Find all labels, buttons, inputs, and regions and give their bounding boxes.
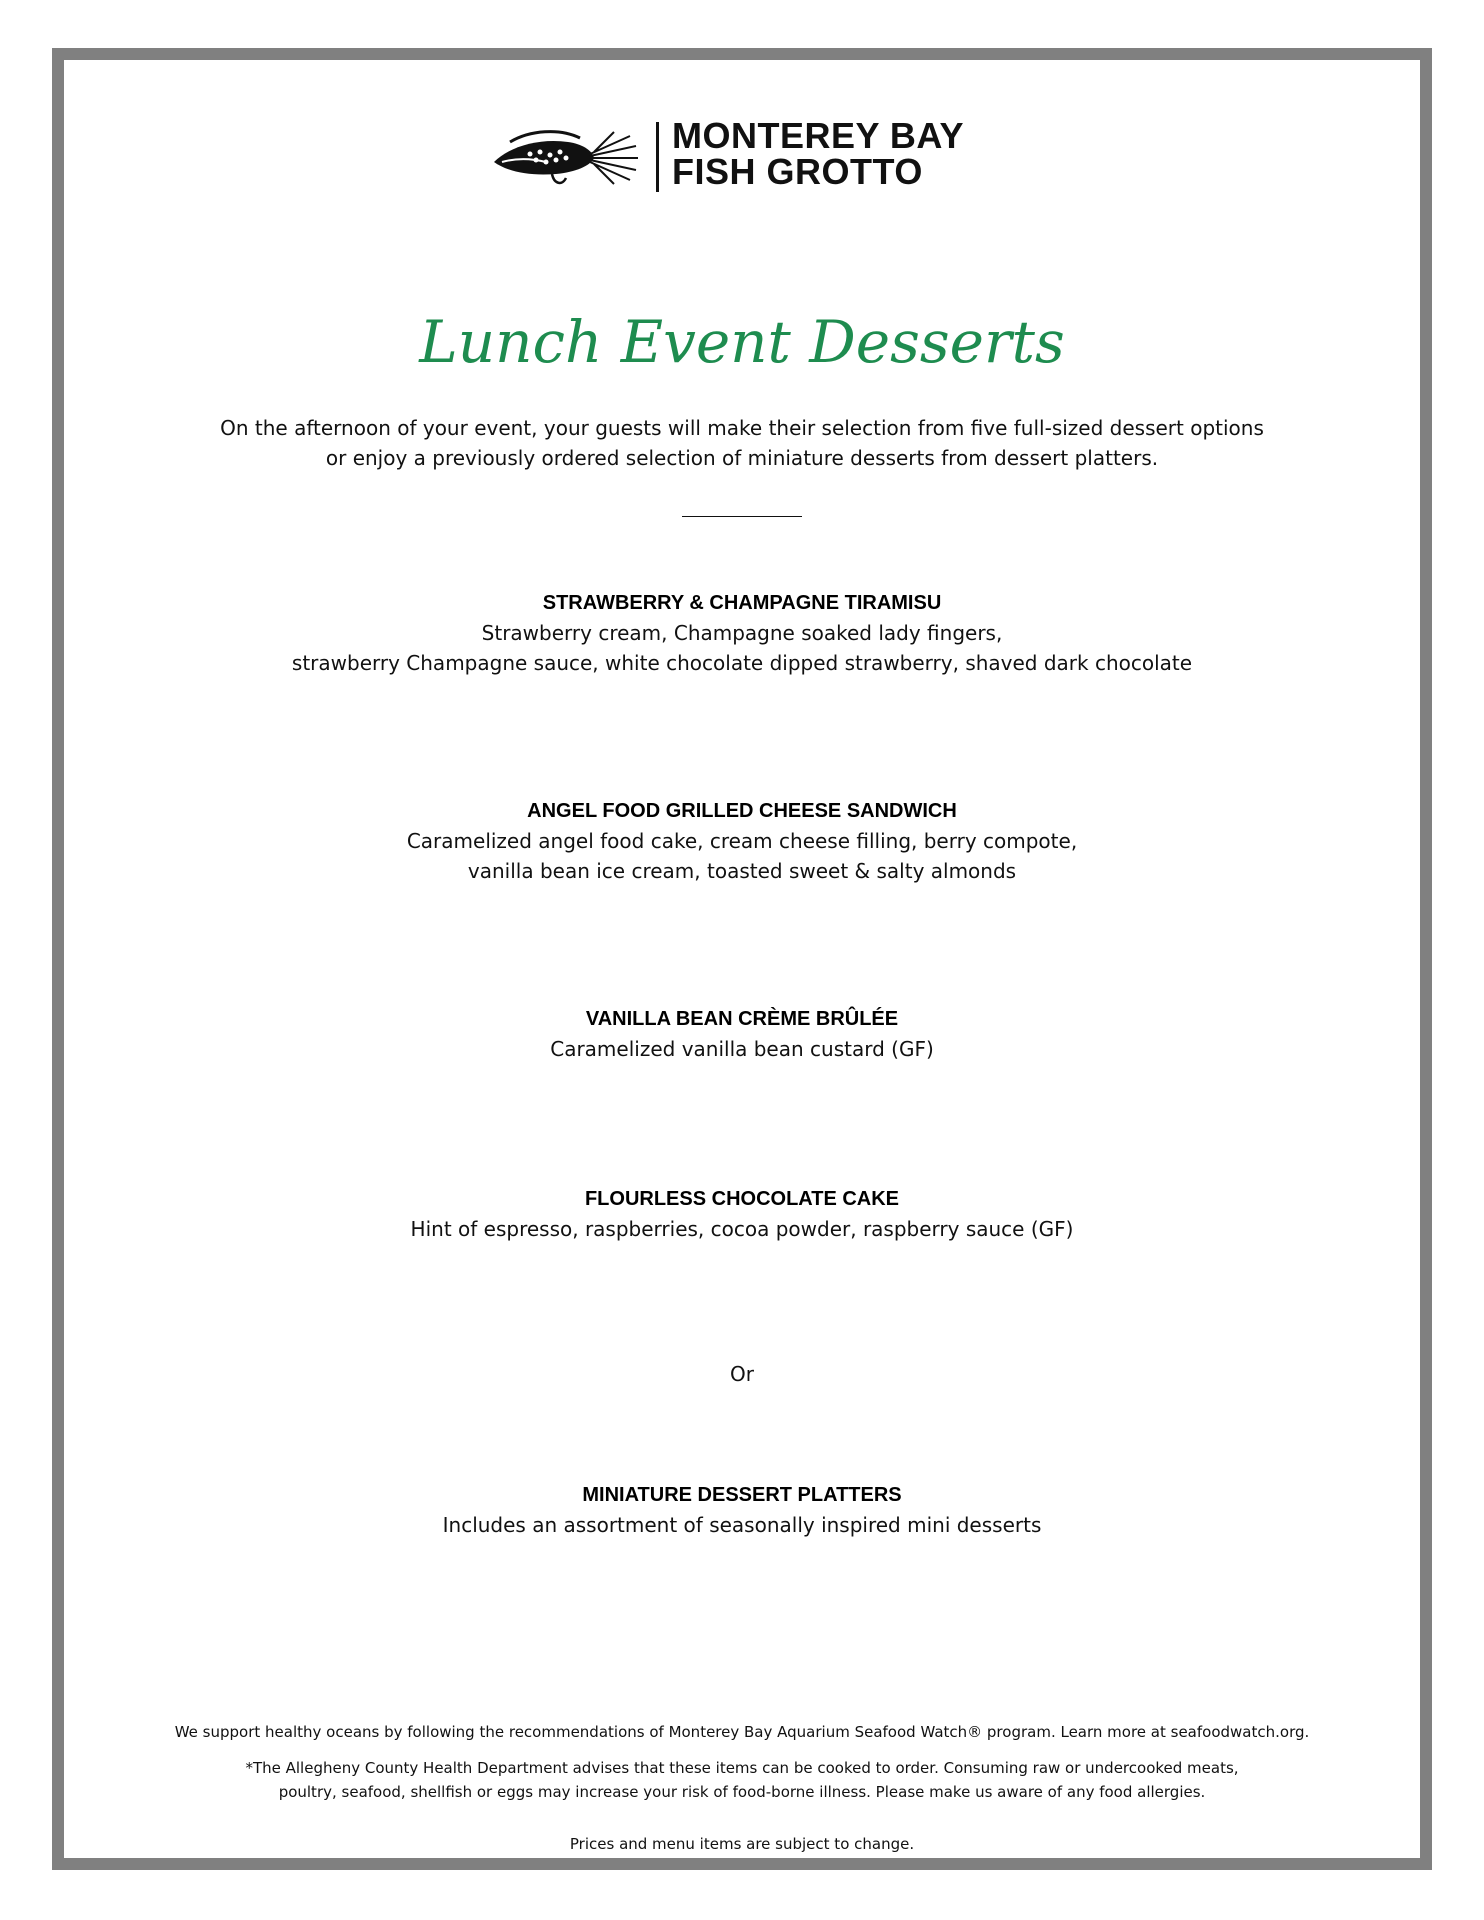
fishing-fly-icon bbox=[490, 128, 640, 188]
menu-item-angel-food bbox=[0, 796, 1484, 886]
brand-logo bbox=[490, 115, 1000, 198]
logo-divider bbox=[656, 122, 659, 192]
page-title: Lunch Event Desserts bbox=[419, 308, 1065, 376]
intro-line2: or enjoy a previously ordered selection of miniature desserts from dessert platters. bbox=[325, 446, 1159, 470]
menu-item-tiramisu bbox=[0, 588, 1484, 678]
menu-item-desc: Includes an assortment of seasonally inspired mini desserts bbox=[442, 1513, 1042, 1537]
menu-item-name: VANILLA BEAN CRÈME BRÛLÉE bbox=[585, 1008, 899, 1030]
brand-name-line1: MONTEREY BAY bbox=[672, 115, 965, 156]
menu-item-desc: vanilla bean ice cream, toasted sweet & salty almonds bbox=[467, 859, 1017, 883]
menu-item-chocolate-cake bbox=[0, 1184, 1484, 1244]
health-advisory bbox=[0, 1756, 1484, 1804]
health-advisory-line2: poultry, seafood, shellfish or eggs may increase your risk of food-borne illness. Please make us aware of any food allergies. bbox=[278, 1783, 1206, 1801]
or-separator: Or bbox=[730, 1362, 754, 1386]
menu-item-desc: Hint of espresso, raspberries, cocoa powder, raspberry sauce (GF) bbox=[410, 1217, 1074, 1241]
health-advisory-line1: *The Allegheny County Health Department advises that these items can be cooked to order. Consuming raw or undercooked meats, bbox=[245, 1759, 1239, 1777]
section-divider bbox=[682, 516, 802, 517]
menu-item-name: ANGEL FOOD GRILLED CHEESE SANDWICH bbox=[527, 800, 957, 822]
menu-item-creme-brulee bbox=[0, 1004, 1484, 1064]
menu-item-name: FLOURLESS CHOCOLATE CAKE bbox=[584, 1188, 900, 1210]
menu-item-name: STRAWBERRY & CHAMPAGNE TIRAMISU bbox=[542, 592, 942, 614]
brand-name-line2: FISH GROTTO bbox=[672, 151, 923, 192]
menu-item-desc: Strawberry cream, Champagne soaked lady fingers, bbox=[481, 621, 1003, 645]
prices-note: Prices and menu items are subject to change. bbox=[569, 1835, 915, 1853]
brand-name bbox=[672, 115, 965, 192]
menu-item-name: MINIATURE DESSERT PLATTERS bbox=[582, 1484, 902, 1506]
intro-text bbox=[0, 413, 1484, 473]
seafood-watch-note: We support healthy oceans by following the recommendations of Monterey Bay Aquarium Seafood Watch® program. Learn more at seafoodwatch.org. bbox=[174, 1723, 1310, 1741]
menu-item-desc: Caramelized angel food cake, cream cheese filling, berry compote, bbox=[406, 829, 1078, 853]
intro-line1: On the afternoon of your event, your guests will make their selection from five full-sized dessert options bbox=[220, 416, 1264, 440]
menu-item-platters bbox=[0, 1480, 1484, 1540]
menu-item-desc: Caramelized vanilla bean custard (GF) bbox=[550, 1037, 934, 1061]
menu-item-desc: strawberry Champagne sauce, white chocolate dipped strawberry, shaved dark chocolate bbox=[291, 651, 1193, 675]
